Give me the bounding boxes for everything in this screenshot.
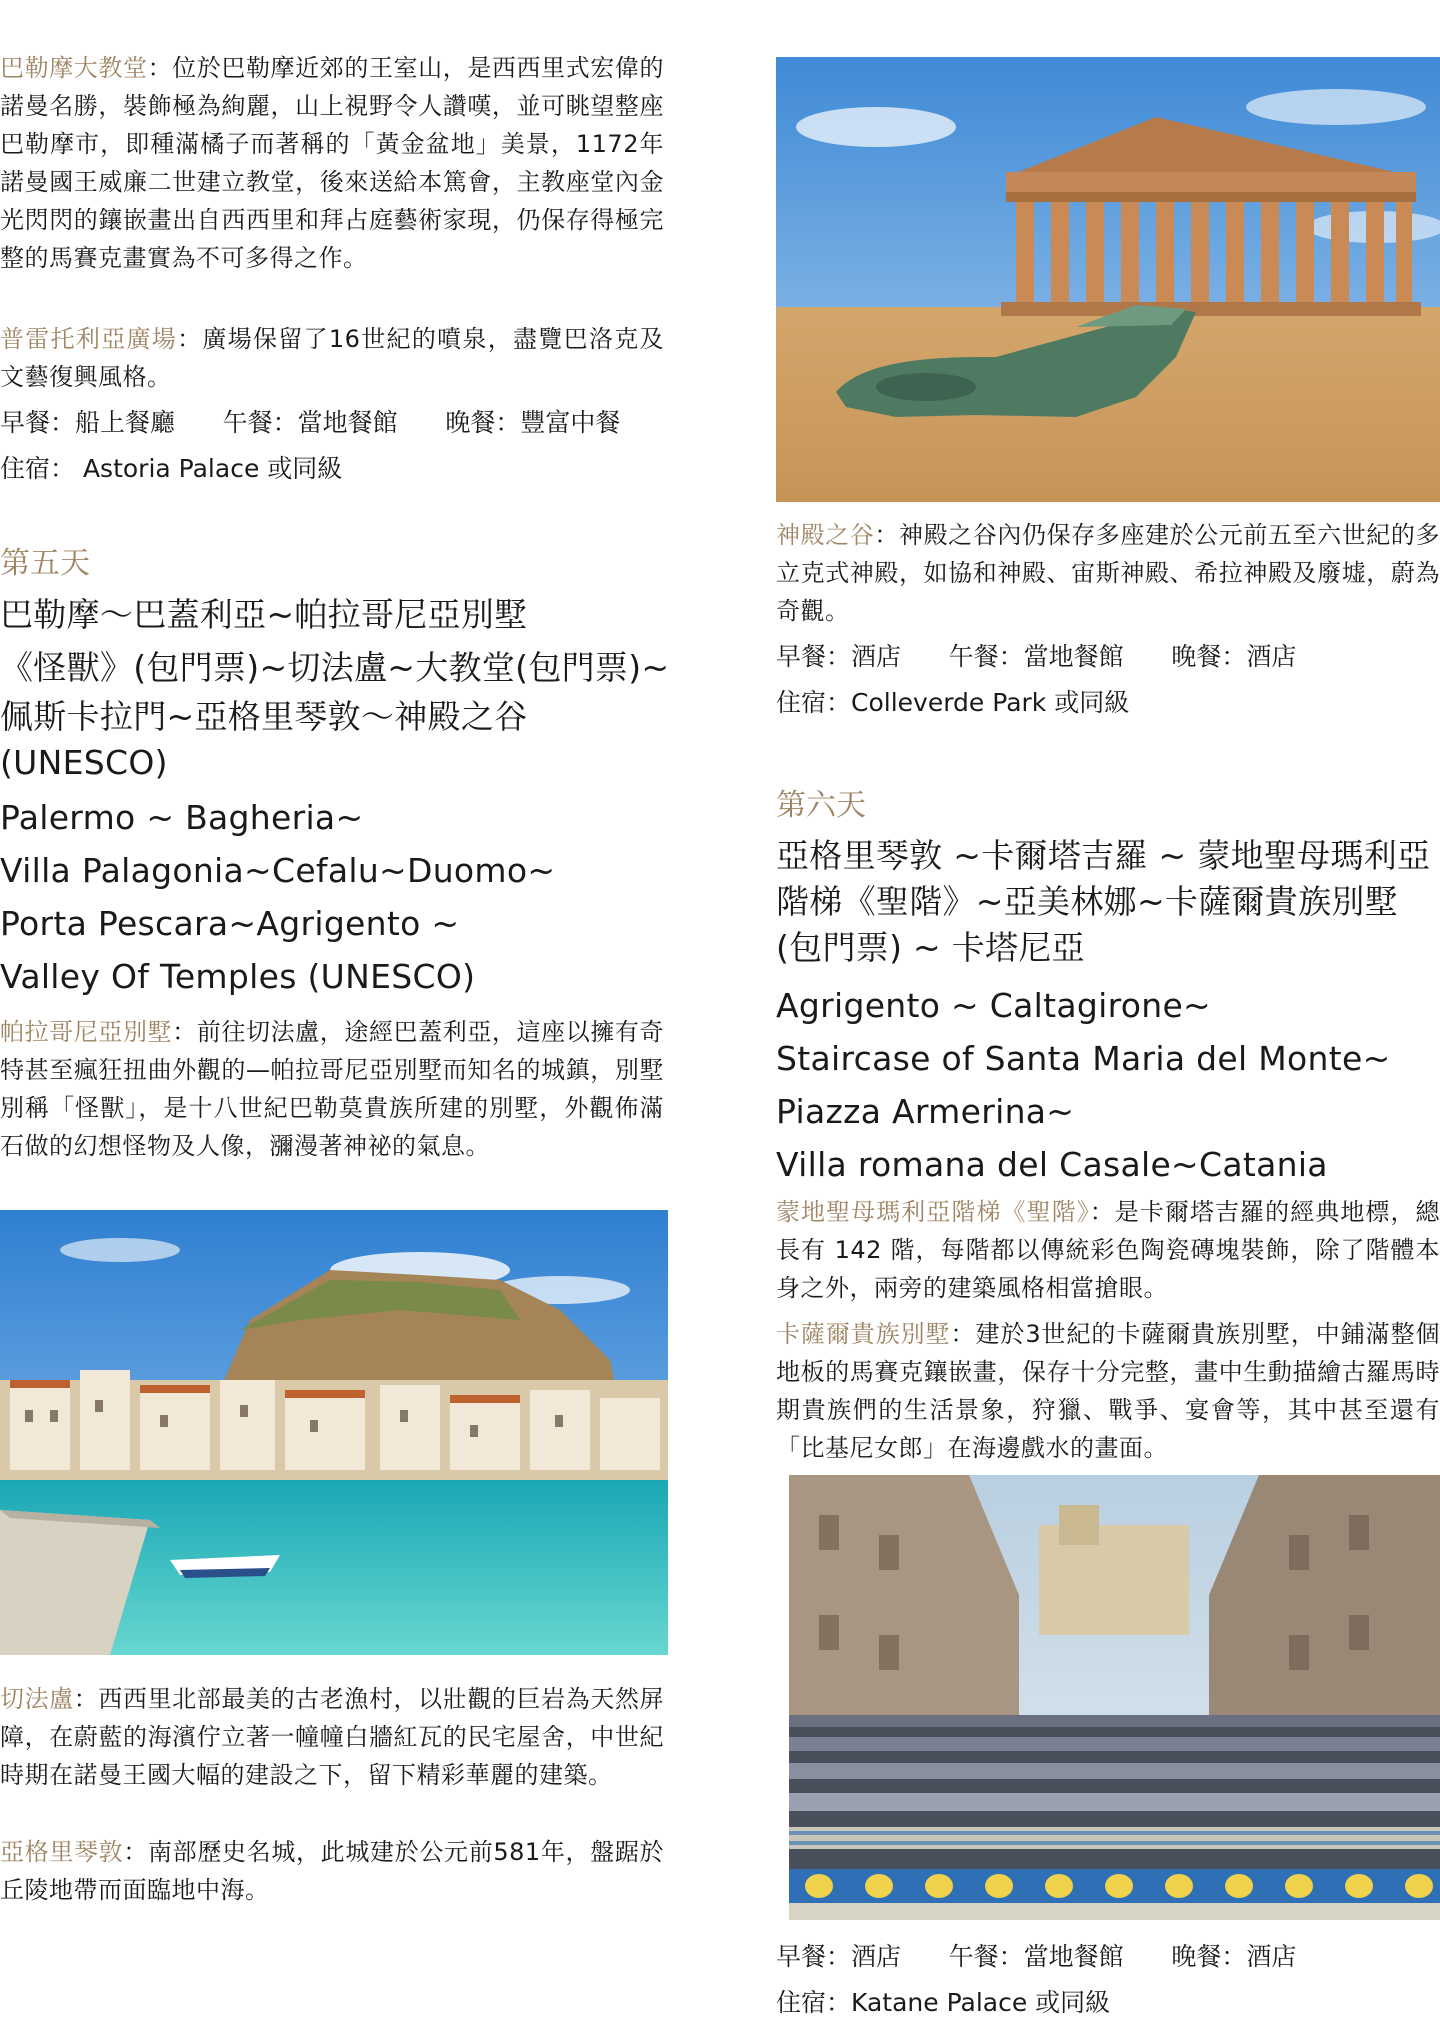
day6-route-en-1: Agrigento ~ Caltagirone~ xyxy=(776,986,1211,1025)
day6-route-zh-3: (包門票) ~ 卡塔尼亞 xyxy=(776,928,1085,967)
villa-casale-paragraph xyxy=(776,1315,1440,1467)
villa-palagonia-title: 帕拉哥尼亞別墅 xyxy=(0,1018,173,1046)
day5-label: 第五天 xyxy=(0,546,90,581)
day6-route-en-3: Piazza Armerina~ xyxy=(776,1092,1075,1131)
pretoria-square-text: ：廣場保留了16世紀的噴泉，盡覽巴洛克及文藝復興風格。 xyxy=(0,325,664,391)
day5-route-en-1: Palermo ~ Bagheria~ xyxy=(0,798,364,837)
holy-steps-paragraph xyxy=(776,1193,1440,1307)
pretoria-square-title: 普雷托利亞廣場 xyxy=(0,325,178,353)
staircase-photo xyxy=(789,1475,1440,1920)
villa-palagonia-text: ：前往切法盧，途經巴蓋利亞，這座以擁有奇特甚至瘋狂扭曲外觀的—帕拉哥尼亞別墅而知名的城鎮，別墅別稱「怪獸」，是十八世紀巴勒莫貴族所建的別墅，外觀佈滿石做的幻想怪物及人像，瀰漫著神祕的氣息。 xyxy=(0,1018,665,1160)
day5-route-en-3: Porta Pescara~Agrigento ~ xyxy=(0,904,460,943)
valley-temples-title: 神殿之谷 xyxy=(776,521,875,549)
villa-casale-title: 卡薩爾貴族別墅 xyxy=(776,1320,951,1348)
hotel-day5: 住宿：Colleverde Park 或同級 xyxy=(776,688,1130,717)
day5-route xyxy=(0,588,670,1003)
cefalu-photo xyxy=(0,1210,668,1655)
holy-steps-text: ：是卡爾塔吉羅的經典地標，總長有 142 階，每階都以傳統彩色陶瓷磚塊裝飾，除了階體本身之外，兩旁的建築風格相當搶眼。 xyxy=(776,1198,1440,1302)
hotel-day6: 住宿：Katane Palace 或同級 xyxy=(776,1988,1111,2017)
meals-day4: 早餐：船上餐廳 午餐：當地餐館 晚餐：豐富中餐 xyxy=(0,408,621,437)
day6-route-zh-2: 階梯《聖階》~亞美林娜~卡薩爾貴族別墅 xyxy=(776,882,1399,921)
day6-route-zh-1: 亞格里琴敦 ~卡爾塔吉羅 ~ 蒙地聖母瑪利亞 xyxy=(776,836,1431,875)
palermo-cathedral-paragraph xyxy=(0,49,664,277)
agrigento-text: ：南部歷史名城，此城建於公元前581年，盤踞於丘陵地帶而面臨地中海。 xyxy=(0,1838,665,1904)
cefalu-text: ：西西里北部最美的古老漁村，以壯觀的巨岩為天然屏障，在蔚藍的海濱佇立著一幢幢白牆紅瓦的民宅屋舍，中世紀時期在諾曼王國大幅的建設之下，留下精彩華麗的建築。 xyxy=(0,1685,665,1789)
villa-palagonia-paragraph xyxy=(0,1013,664,1165)
agrigento-paragraph xyxy=(0,1833,664,1909)
day5-route-zh-3: 佩斯卡拉門~亞格里琴敦～神殿之谷 xyxy=(0,697,528,736)
agrigento-title: 亞格里琴敦 xyxy=(0,1838,124,1866)
palermo-cathedral-title: 巴勒摩大教堂 xyxy=(0,54,148,82)
meals-day5: 早餐：酒店 午餐：當地餐館 晚餐：酒店 xyxy=(776,642,1297,671)
villa-casale-text: ：建於3世紀的卡薩爾貴族別墅，中鋪滿整個地板的馬賽克鑲嵌畫，保存十分完整，畫中生動描繪古羅馬時期貴族們的生活景象，狩獵、戰爭、宴會等，其中甚至還有「比基尼女郎」在海邊戲水的畫面。 xyxy=(776,1320,1440,1462)
day6-route xyxy=(776,833,1440,1191)
day6-route-en-2: Staircase of Santa Maria del Monte~ xyxy=(776,1039,1391,1078)
holy-steps-title: 蒙地聖母瑪利亞階梯《聖階》 xyxy=(776,1198,1090,1226)
day6-route-en-4: Villa romana del Casale~Catania xyxy=(776,1145,1328,1184)
palermo-cathedral-text: ：位於巴勒摩近郊的王室山，是西西里式宏偉的諾曼名勝，裝飾極為絢麗，山上視野令人讚嘆，並可眺望整座巴勒摩市，即種滿橘子而著稱的「黃金盆地」美景，1172年諾曼國王威廉二世建立教堂，後來送給本篤會，主教座堂內金光閃閃的鑲嵌畫出自西西里和拜占庭藝術家現，仍保存得極完整的馬賽克畫實為不可多得之作。 xyxy=(0,54,664,272)
cefalu-title: 切法盧 xyxy=(0,1685,74,1713)
hotel-day4: 住宿： Astoria Palace 或同級 xyxy=(0,454,343,483)
valley-temples-paragraph xyxy=(776,516,1440,630)
day5-route-en-4: Valley Of Temples (UNESCO) xyxy=(0,957,476,996)
day5-route-zh-1: 巴勒摩～巴蓋利亞~帕拉哥尼亞別墅 xyxy=(0,595,528,634)
cefalu-paragraph xyxy=(0,1680,664,1794)
valley-temples-text: ：神殿之谷內仍保存多座建於公元前五至六世紀的多立克式神殿，如協和神殿、宙斯神殿、希拉神殿及廢墟，蔚為奇觀。 xyxy=(776,521,1440,625)
day5-route-zh-4: (UNESCO) xyxy=(0,743,168,782)
temple-photo xyxy=(776,57,1440,502)
pretoria-square-paragraph xyxy=(0,320,664,396)
day5-route-zh-2: 《怪獸》(包門票)~切法盧~大教堂(包門票)~ xyxy=(0,648,670,687)
day6-label: 第六天 xyxy=(776,788,866,823)
day5-route-en-2: Villa Palagonia~Cefalu~Duomo~ xyxy=(0,851,556,890)
meals-day6: 早餐：酒店 午餐：當地餐館 晚餐：酒店 xyxy=(776,1942,1297,1971)
